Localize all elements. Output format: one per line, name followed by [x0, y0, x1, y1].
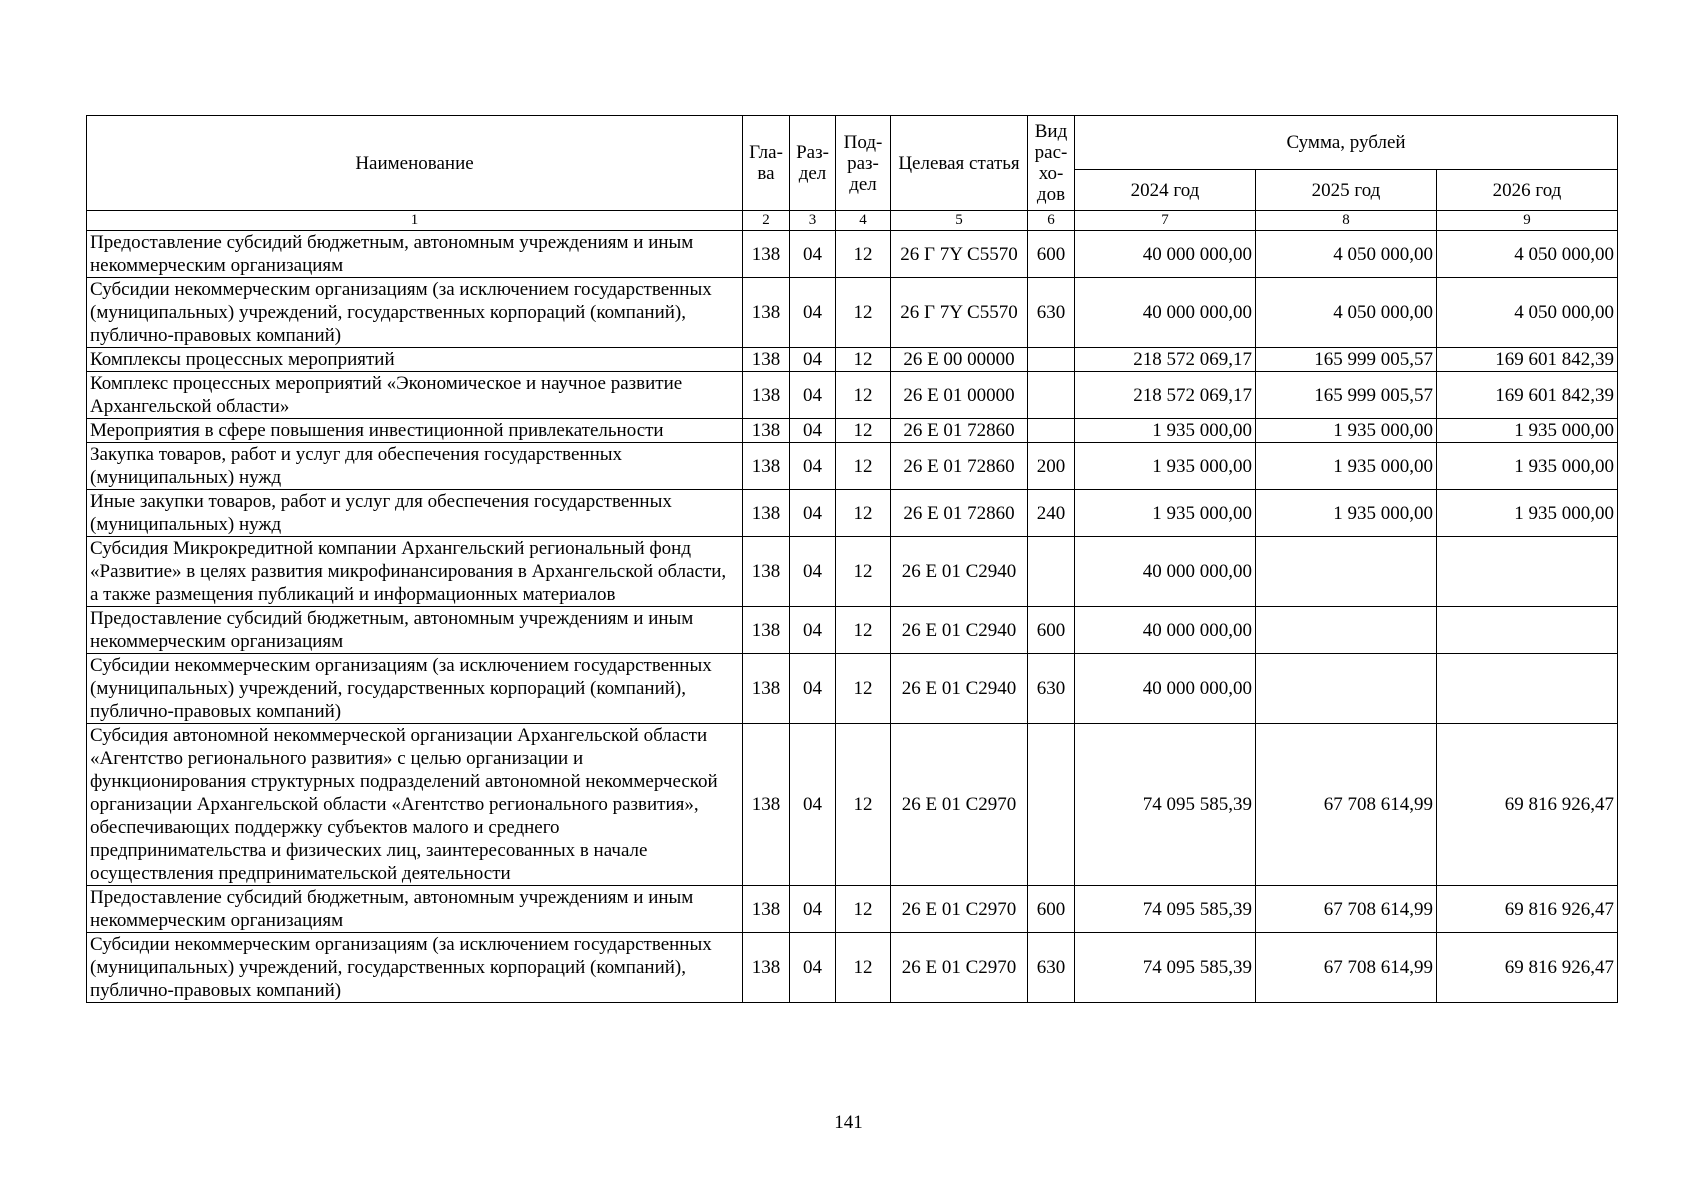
header-glava: Гла-ва	[743, 116, 790, 211]
cell-sum-2024: 74 095 585,39	[1075, 886, 1256, 933]
cell-target: 26 Е 00 00000	[891, 348, 1028, 372]
cell-razdel: 04	[790, 443, 836, 490]
header-vid: Вид рас-хо-дов	[1028, 116, 1075, 211]
cell-name: Предоставление субсидий бюджетным, автономным учреждениям и иным некоммерческим организациям	[87, 231, 743, 278]
cell-glava: 138	[743, 933, 790, 1003]
cell-sum-2025	[1256, 537, 1437, 607]
cell-name: Закупка товаров, работ и услуг для обеспечения государственных (муниципальных) нужд	[87, 443, 743, 490]
table-row	[87, 348, 1618, 372]
cell-sum-2024: 218 572 069,17	[1075, 372, 1256, 419]
cell-name: Мероприятия в сфере повышения инвестиционной привлекательности	[87, 419, 743, 443]
cell-razdel: 04	[790, 372, 836, 419]
cell-podrazdel: 12	[836, 607, 891, 654]
cell-vid	[1028, 372, 1075, 419]
cell-sum-2024: 40 000 000,00	[1075, 537, 1256, 607]
column-number: 3	[790, 211, 836, 231]
column-number: 7	[1075, 211, 1256, 231]
cell-sum-2026: 4 050 000,00	[1437, 278, 1618, 348]
cell-glava: 138	[743, 886, 790, 933]
cell-vid	[1028, 419, 1075, 443]
cell-sum-2026: 1 935 000,00	[1437, 419, 1618, 443]
cell-sum-2024: 40 000 000,00	[1075, 654, 1256, 724]
cell-sum-2025	[1256, 654, 1437, 724]
cell-podrazdel: 12	[836, 537, 891, 607]
table-row	[87, 490, 1618, 537]
column-number: 6	[1028, 211, 1075, 231]
cell-target: 26 Е 01 72860	[891, 443, 1028, 490]
cell-sum-2024: 40 000 000,00	[1075, 231, 1256, 278]
cell-sum-2026: 1 935 000,00	[1437, 443, 1618, 490]
cell-name: Субсидии некоммерческим организациям (за исключением государственных (муниципальных) учреждений, государственных корпораций (компаний), публично-правовых компаний)	[87, 933, 743, 1003]
table-row	[87, 933, 1618, 1003]
cell-razdel: 04	[790, 278, 836, 348]
cell-sum-2024: 40 000 000,00	[1075, 607, 1256, 654]
cell-razdel: 04	[790, 419, 836, 443]
cell-sum-2025: 165 999 005,57	[1256, 348, 1437, 372]
table-row	[87, 419, 1618, 443]
cell-glava: 138	[743, 724, 790, 886]
column-number: 4	[836, 211, 891, 231]
header-target: Целевая статья	[891, 116, 1028, 211]
cell-sum-2025	[1256, 607, 1437, 654]
cell-target: 26 Е 01 C2970	[891, 886, 1028, 933]
cell-podrazdel: 12	[836, 278, 891, 348]
table-row	[87, 654, 1618, 724]
cell-razdel: 04	[790, 348, 836, 372]
cell-podrazdel: 12	[836, 490, 891, 537]
header-year-2026: 2026 год	[1437, 170, 1618, 211]
cell-vid	[1028, 724, 1075, 886]
cell-podrazdel: 12	[836, 231, 891, 278]
cell-target: 26 Е 01 00000	[891, 372, 1028, 419]
cell-razdel: 04	[790, 231, 836, 278]
column-number: 9	[1437, 211, 1618, 231]
cell-name: Комплексы процессных мероприятий	[87, 348, 743, 372]
cell-name: Комплекс процессных мероприятий «Экономическое и научное развитие Архангельской области»	[87, 372, 743, 419]
cell-target: 26 Е 01 C2940	[891, 607, 1028, 654]
cell-vid: 600	[1028, 886, 1075, 933]
cell-glava: 138	[743, 231, 790, 278]
cell-sum-2026: 69 816 926,47	[1437, 724, 1618, 886]
cell-razdel: 04	[790, 724, 836, 886]
cell-sum-2025: 67 708 614,99	[1256, 933, 1437, 1003]
cell-sum-2026: 69 816 926,47	[1437, 933, 1618, 1003]
cell-sum-2025: 165 999 005,57	[1256, 372, 1437, 419]
cell-sum-2026	[1437, 537, 1618, 607]
cell-glava: 138	[743, 419, 790, 443]
table-row	[87, 607, 1618, 654]
cell-vid	[1028, 348, 1075, 372]
cell-vid: 600	[1028, 231, 1075, 278]
cell-razdel: 04	[790, 490, 836, 537]
table-row	[87, 724, 1618, 886]
cell-target: 26 Г 7Y C5570	[891, 278, 1028, 348]
cell-sum-2026: 69 816 926,47	[1437, 886, 1618, 933]
column-number: 8	[1256, 211, 1437, 231]
cell-glava: 138	[743, 278, 790, 348]
cell-name: Субсидии некоммерческим организациям (за исключением государственных (муниципальных) учреждений, государственных корпораций (компаний), публично-правовых компаний)	[87, 654, 743, 724]
cell-sum-2025: 4 050 000,00	[1256, 231, 1437, 278]
table-row	[87, 372, 1618, 419]
cell-podrazdel: 12	[836, 372, 891, 419]
cell-sum-2024: 1 935 000,00	[1075, 419, 1256, 443]
cell-vid	[1028, 537, 1075, 607]
cell-sum-2026	[1437, 607, 1618, 654]
cell-target: 26 Е 01 72860	[891, 490, 1028, 537]
cell-name: Предоставление субсидий бюджетным, автономным учреждениям и иным некоммерческим организациям	[87, 607, 743, 654]
cell-glava: 138	[743, 490, 790, 537]
column-number: 2	[743, 211, 790, 231]
cell-vid: 240	[1028, 490, 1075, 537]
cell-sum-2025: 1 935 000,00	[1256, 443, 1437, 490]
cell-vid: 630	[1028, 933, 1075, 1003]
table-body	[87, 231, 1618, 1003]
cell-sum-2026	[1437, 654, 1618, 724]
cell-podrazdel: 12	[836, 886, 891, 933]
page-number: 141	[834, 1112, 863, 1133]
cell-glava: 138	[743, 348, 790, 372]
header-name: Наименование	[87, 116, 743, 211]
column-number-row	[87, 211, 1618, 231]
header-year-2025: 2025 год	[1256, 170, 1437, 211]
cell-sum-2024: 74 095 585,39	[1075, 724, 1256, 886]
cell-podrazdel: 12	[836, 443, 891, 490]
cell-target: 26 Е 01 C2940	[891, 654, 1028, 724]
cell-razdel: 04	[790, 933, 836, 1003]
cell-sum-2026: 169 601 842,39	[1437, 372, 1618, 419]
cell-target: 26 Е 01 72860	[891, 419, 1028, 443]
cell-name: Субсидия автономной некоммерческой организации Архангельской области «Агентство регионального развития» с целью организации и функционирования структурных подразделений автономной некоммерческой организации Архангельской области «Агентство регионального развития», обеспечивающих поддержку субъектов малого и среднего предпринимательства и физических лиц, заинтересованных в начале осуществления предпринимательской деятельности	[87, 724, 743, 886]
header-razdel: Раз-дел	[790, 116, 836, 211]
cell-sum-2024: 218 572 069,17	[1075, 348, 1256, 372]
cell-glava: 138	[743, 443, 790, 490]
cell-sum-2026: 169 601 842,39	[1437, 348, 1618, 372]
header-podrazdel: Под-раз-дел	[836, 116, 891, 211]
cell-sum-2024: 1 935 000,00	[1075, 490, 1256, 537]
cell-glava: 138	[743, 607, 790, 654]
cell-sum-2025: 1 935 000,00	[1256, 490, 1437, 537]
cell-razdel: 04	[790, 886, 836, 933]
cell-razdel: 04	[790, 654, 836, 724]
budget-table	[86, 115, 1618, 1003]
table-row	[87, 537, 1618, 607]
cell-podrazdel: 12	[836, 933, 891, 1003]
column-number: 1	[87, 211, 743, 231]
cell-sum-2024: 74 095 585,39	[1075, 933, 1256, 1003]
cell-vid: 630	[1028, 278, 1075, 348]
cell-sum-2024: 1 935 000,00	[1075, 443, 1256, 490]
header-year-2024: 2024 год	[1075, 170, 1256, 211]
cell-sum-2024: 40 000 000,00	[1075, 278, 1256, 348]
cell-vid: 630	[1028, 654, 1075, 724]
cell-sum-2025: 4 050 000,00	[1256, 278, 1437, 348]
cell-podrazdel: 12	[836, 419, 891, 443]
cell-target: 26 Г 7Y C5570	[891, 231, 1028, 278]
header-sum: Сумма, рублей	[1075, 116, 1618, 170]
cell-name: Иные закупки товаров, работ и услуг для обеспечения государственных (муниципальных) нужд	[87, 490, 743, 537]
table-row	[87, 443, 1618, 490]
cell-glava: 138	[743, 537, 790, 607]
cell-name: Субсидии некоммерческим организациям (за исключением государственных (муниципальных) учреждений, государственных корпораций (компаний), публично-правовых компаний)	[87, 278, 743, 348]
cell-target: 26 Е 01 C2970	[891, 724, 1028, 886]
cell-podrazdel: 12	[836, 724, 891, 886]
cell-vid: 200	[1028, 443, 1075, 490]
cell-sum-2026: 4 050 000,00	[1437, 231, 1618, 278]
table-row	[87, 278, 1618, 348]
cell-target: 26 Е 01 C2970	[891, 933, 1028, 1003]
column-number: 5	[891, 211, 1028, 231]
cell-sum-2025: 1 935 000,00	[1256, 419, 1437, 443]
cell-name: Предоставление субсидий бюджетным, автономным учреждениям и иным некоммерческим организациям	[87, 886, 743, 933]
cell-target: 26 Е 01 C2940	[891, 537, 1028, 607]
table-row	[87, 231, 1618, 278]
cell-sum-2025: 67 708 614,99	[1256, 724, 1437, 886]
cell-razdel: 04	[790, 537, 836, 607]
cell-glava: 138	[743, 654, 790, 724]
cell-vid: 600	[1028, 607, 1075, 654]
cell-podrazdel: 12	[836, 348, 891, 372]
cell-name: Субсидия Микрокредитной компании Архангельский региональный фонд «Развитие» в целях развития микрофинансирования в Архангельской области, а также размещения публикаций и информационных материалов	[87, 537, 743, 607]
cell-sum-2025: 67 708 614,99	[1256, 886, 1437, 933]
cell-razdel: 04	[790, 607, 836, 654]
cell-glava: 138	[743, 372, 790, 419]
cell-podrazdel: 12	[836, 654, 891, 724]
cell-sum-2026: 1 935 000,00	[1437, 490, 1618, 537]
table-row	[87, 886, 1618, 933]
